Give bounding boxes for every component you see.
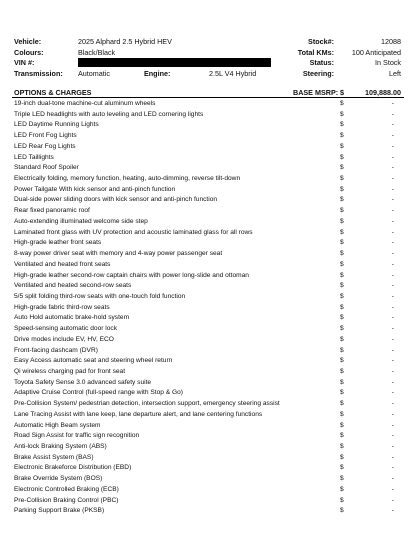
option-currency: $ (340, 282, 344, 290)
option-price: - (391, 217, 394, 225)
vehicle-label: Vehicle: (14, 37, 42, 46)
option-currency: $ (340, 153, 344, 161)
option-price: - (391, 400, 394, 408)
option-name: Dual-side power sliding doors with kick sensor and anti-pinch function (14, 196, 218, 204)
option-price: - (391, 153, 394, 161)
option-name: Electronic Controlled Braking (ECB) (14, 485, 119, 493)
option-currency: $ (340, 207, 344, 215)
option-currency: $ (340, 335, 344, 343)
option-row (12, 249, 404, 260)
option-currency: $ (340, 507, 344, 515)
stock-value: 12088 (381, 37, 401, 46)
option-name: Automatic High Beam system (14, 421, 101, 429)
option-row (12, 367, 404, 378)
option-row (12, 153, 404, 164)
option-currency: $ (340, 443, 344, 450)
option-row (12, 131, 404, 142)
option-price: - (391, 132, 394, 140)
option-name: High-grade leather second-row captain chairs with power long-slide and ottoman (14, 271, 249, 279)
option-currency: $ (340, 325, 344, 333)
option-row (12, 142, 404, 153)
option-name: High-grade fabric third-row seats (14, 303, 110, 311)
vin-redaction-bar (78, 58, 271, 67)
option-currency: $ (340, 346, 344, 354)
option-currency: $ (340, 132, 344, 140)
option-row (12, 421, 404, 432)
option-name: Pre-Collision System/ pedestrian detection, intersection support, emergency steering assist (14, 400, 280, 408)
option-row (12, 485, 404, 496)
option-name: 5/5 split folding third-row seats with one-touch fold function (14, 292, 186, 300)
option-name: Drive modes include EV, HV, ECO (14, 335, 114, 343)
option-row (12, 399, 404, 410)
option-row (12, 388, 404, 399)
option-currency: $ (340, 250, 344, 258)
option-row (12, 228, 404, 239)
option-price: - (391, 292, 394, 300)
status-value: In Stock (375, 58, 401, 67)
option-name: LED Taillights (14, 153, 54, 161)
option-row (12, 260, 404, 271)
option-name: Road Sign Assist for traffic sign recognition (14, 432, 140, 440)
option-price: - (391, 228, 394, 236)
option-name: Standard Roof Spoiler (14, 164, 79, 172)
option-name: Auto-extending illuminated welcome side step (14, 217, 148, 225)
option-currency: $ (340, 228, 344, 236)
option-row (12, 324, 404, 335)
option-name: LED Daytime Running Lights (14, 121, 99, 129)
steering-label: Steering: (302, 69, 334, 78)
option-price: - (391, 485, 394, 493)
option-name: Adaptive Cruise Control (full-speed range with Stop & Go) (14, 389, 183, 397)
option-price: - (391, 346, 394, 354)
base-msrp-value: 109,888.00 (365, 88, 401, 97)
option-row (12, 163, 404, 174)
option-price: - (391, 196, 394, 204)
option-price: - (391, 142, 394, 150)
option-name: Front-facing dashcam (DVR) (14, 346, 98, 354)
option-name: Anti-lock Braking System (ABS) (14, 443, 107, 450)
option-currency: $ (340, 496, 344, 504)
option-currency: $ (340, 357, 344, 365)
option-row (12, 356, 404, 367)
option-name: LED Rear Fog Lights (14, 142, 76, 150)
option-name: Speed-sensing automatic door lock (14, 325, 117, 333)
option-price: - (391, 389, 394, 397)
option-price: - (391, 496, 394, 504)
option-name: Toyota Safety Sense 3.0 advanced safety suite (14, 378, 152, 386)
option-name: Easy Access automatic seat and steering wheel return (14, 357, 173, 365)
option-row (12, 238, 404, 249)
option-price: - (391, 110, 394, 118)
option-price: - (391, 121, 394, 129)
option-name: 19-inch dual-tone machine-cut aluminum wheels (14, 100, 156, 107)
option-currency: $ (340, 164, 344, 172)
option-currency: $ (340, 378, 344, 386)
engine-value: 2.5L V4 Hybrid (209, 69, 257, 78)
option-row (12, 217, 404, 228)
option-name: Ventilated and heated second-row seats (14, 282, 132, 290)
option-row (12, 463, 404, 474)
option-currency: $ (340, 239, 344, 247)
base-msrp-currency: $ (340, 88, 344, 97)
option-row (12, 195, 404, 206)
option-currency: $ (340, 367, 344, 375)
total-kms-value: 100 Anticipated (351, 48, 401, 57)
option-name: Brake Override System (BOS) (14, 475, 103, 483)
option-currency: $ (340, 421, 344, 429)
option-price: - (391, 260, 394, 268)
option-row (12, 496, 404, 507)
option-row (12, 442, 404, 453)
option-currency: $ (340, 185, 344, 193)
option-row (12, 303, 404, 314)
option-name: LED Front Fog Lights (14, 132, 77, 140)
stock-label: Stock#: (308, 37, 334, 46)
option-price: - (391, 475, 394, 483)
option-currency: $ (340, 121, 344, 129)
vin-label: VIN #: (14, 58, 35, 67)
option-price: - (391, 432, 394, 440)
option-row (12, 206, 404, 217)
option-row (12, 120, 404, 131)
option-currency: $ (340, 485, 344, 493)
option-currency: $ (340, 475, 344, 483)
option-name: High-grade leather front seats (14, 239, 102, 247)
option-price: - (391, 164, 394, 172)
header-divider (12, 97, 404, 98)
option-currency: $ (340, 196, 344, 204)
colours-label: Colours: (14, 48, 44, 57)
engine-label: Engine: (144, 69, 171, 78)
option-name: 8-way power driver seat with memory and 4-way power passenger seat (14, 250, 223, 258)
option-currency: $ (340, 292, 344, 300)
option-currency: $ (340, 400, 344, 408)
option-currency: $ (340, 303, 344, 311)
option-row (12, 281, 404, 292)
status-label: Status: (309, 58, 334, 67)
colours-value: Black/Black (78, 48, 116, 57)
option-name: Rear fixed panoramic roof (14, 207, 90, 215)
option-row (12, 453, 404, 464)
option-currency: $ (340, 142, 344, 150)
option-price: - (391, 335, 394, 343)
option-currency: $ (340, 110, 344, 118)
option-row (12, 99, 404, 110)
option-price: - (391, 239, 394, 247)
option-price: - (391, 443, 394, 450)
option-name: Qi wireless charging pad for front seat (14, 367, 126, 375)
option-name: Power Tailgate With kick sensor and anti-pinch function (14, 185, 176, 193)
option-name: Pre-Collision Braking Control (PBC) (14, 496, 119, 504)
transmission-value: Automatic (78, 69, 110, 78)
option-price: - (391, 378, 394, 386)
option-currency: $ (340, 260, 344, 268)
option-name: Parking Support Brake (PKSB) (14, 507, 105, 515)
option-price: - (391, 453, 394, 461)
option-currency: $ (340, 453, 344, 461)
option-price: - (391, 303, 394, 311)
option-row (12, 174, 404, 185)
option-name: Brake Assist System (BAS) (14, 453, 94, 461)
option-name: Laminated front glass with UV protection and acoustic laminated glass for all rows (14, 228, 253, 236)
option-name: Electronic Brakeforce Distribution (EBD) (14, 464, 132, 472)
option-row (12, 335, 404, 346)
option-name: Electrically folding, memory function, heating, auto-dimming, reverse tilt-down (14, 175, 241, 183)
option-row (12, 378, 404, 389)
option-price: - (391, 100, 394, 107)
option-price: - (391, 507, 394, 515)
option-row (12, 185, 404, 196)
option-row (12, 410, 404, 421)
option-price: - (391, 464, 394, 472)
option-price: - (391, 357, 394, 365)
option-currency: $ (340, 389, 344, 397)
option-currency: $ (340, 175, 344, 183)
option-price: - (391, 185, 394, 193)
options-header-label: OPTIONS & CHARGES (14, 88, 92, 97)
total-kms-label: Total KMs: (297, 48, 334, 57)
option-currency: $ (340, 217, 344, 225)
transmission-label: Transmission: (14, 69, 63, 78)
option-currency: $ (340, 432, 344, 440)
option-price: - (391, 207, 394, 215)
option-price: - (391, 250, 394, 258)
option-name: Lane Tracing Assist with lane keep, lane departure alert, and lane centering functions (14, 410, 263, 418)
option-row (12, 474, 404, 485)
option-row (12, 431, 404, 442)
option-price: - (391, 367, 394, 375)
option-currency: $ (340, 410, 344, 418)
option-currency: $ (340, 271, 344, 279)
option-currency: $ (340, 314, 344, 322)
option-price: - (391, 410, 394, 418)
option-name: Triple LED headlights with auto leveling and LED cornering lights (14, 110, 204, 118)
steering-value: Left (389, 69, 401, 78)
vehicle-value: 2025 Alphard 2.5 Hybrid HEV (78, 37, 172, 46)
option-row (12, 346, 404, 357)
option-price: - (391, 314, 394, 322)
option-price: - (391, 175, 394, 183)
option-row (12, 271, 404, 282)
option-name: Auto Hold automatic brake-hold system (14, 314, 130, 322)
options-list (12, 99, 404, 517)
option-price: - (391, 271, 394, 279)
option-row (12, 110, 404, 121)
option-price: - (391, 325, 394, 333)
option-row (12, 292, 404, 303)
option-price: - (391, 282, 394, 290)
option-currency: $ (340, 100, 344, 107)
option-currency: $ (340, 464, 344, 472)
base-msrp-label: BASE MSRP: (293, 88, 339, 97)
option-name: Ventilated and heated front seats (14, 260, 111, 268)
option-price: - (391, 421, 394, 429)
option-row (12, 313, 404, 324)
option-row (12, 506, 404, 517)
